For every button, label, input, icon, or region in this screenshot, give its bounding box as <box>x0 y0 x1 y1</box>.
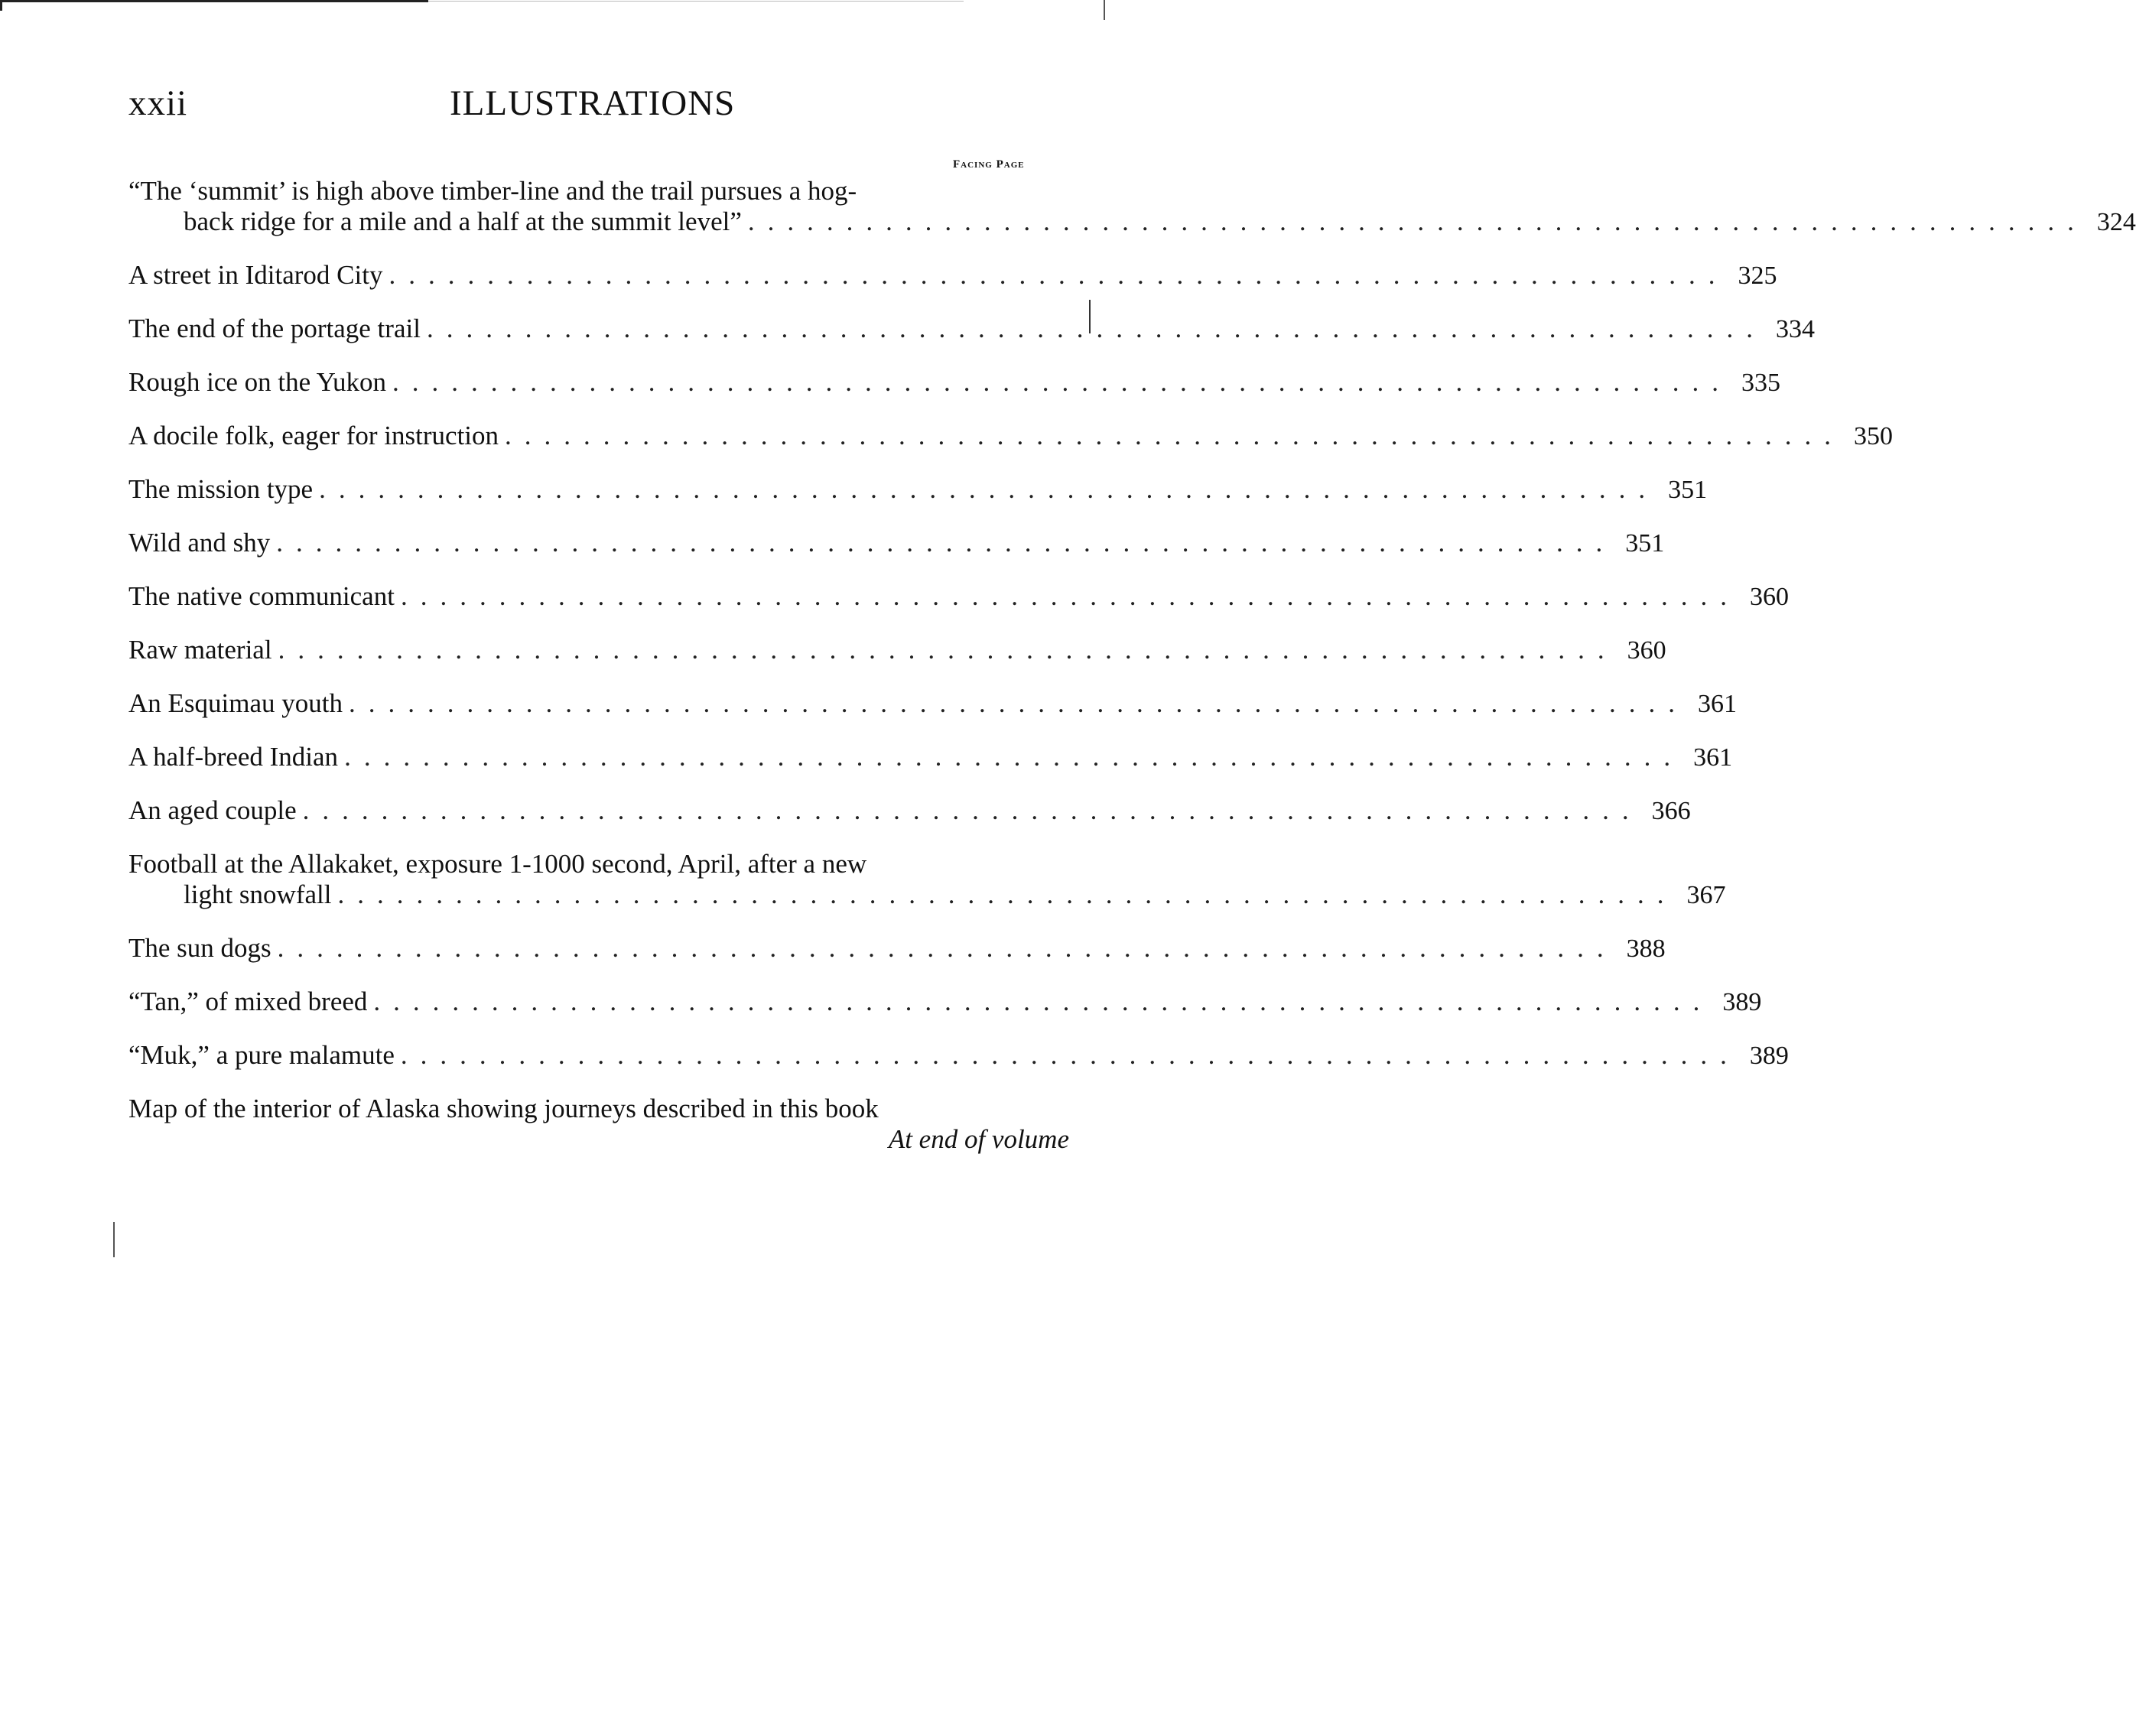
entry-title: An aged couple <box>128 795 297 825</box>
entry-line <box>128 581 1789 613</box>
running-head: ILLUSTRATIONS <box>450 83 736 123</box>
entry-line <box>128 314 1815 345</box>
corner-mark <box>0 0 2 11</box>
entry-page: 366 <box>1651 797 1691 825</box>
list-item <box>128 581 1789 613</box>
entry-line <box>128 795 1691 827</box>
page-number: xxii <box>128 83 188 123</box>
entry-page: 367 <box>1686 881 1726 909</box>
entry-title: Raw material <box>128 635 272 665</box>
entry-page: 351 <box>1625 529 1665 558</box>
dot-leader: .................................................................... <box>389 260 1728 290</box>
list-item <box>128 421 1894 452</box>
entry-page: 389 <box>1749 1042 1789 1070</box>
dot-leader: .................................................................... <box>278 635 1617 665</box>
entry-line <box>128 206 2136 238</box>
dot-leader: .................................................................... <box>392 367 1731 397</box>
entry-title: A half-breed Indian <box>128 742 339 772</box>
entry-page: 351 <box>1668 476 1708 504</box>
map-entry-title: Map of the interior of Alaska showing journeys described in this book <box>128 1094 879 1123</box>
facing-page-label: Facing Page <box>953 158 1025 171</box>
entry-title: The sun dogs <box>128 933 271 963</box>
list-item <box>128 1040 1789 1071</box>
dot-leader: .................................................................... <box>277 933 1617 963</box>
entry-line <box>128 742 1733 773</box>
entry-page: 360 <box>1627 636 1666 665</box>
entry-page: 350 <box>1854 422 1894 450</box>
entry-title: A street in Iditarod City <box>128 260 383 290</box>
map-entry <box>128 1094 1069 1155</box>
edge-mark <box>1104 0 1105 20</box>
entry-title: back ridge for a mile and a half at the summit level” <box>184 206 742 236</box>
entry-line <box>128 528 1665 559</box>
list-item <box>128 528 1665 559</box>
top-border-faint <box>428 1 964 2</box>
list-item <box>128 742 1733 773</box>
entry-line <box>128 849 1069 879</box>
entry-line <box>128 1040 1789 1071</box>
entry-page: 388 <box>1626 935 1666 963</box>
entry-page: 334 <box>1775 315 1815 343</box>
entry-title: The mission type <box>128 474 314 504</box>
entry-page: 335 <box>1741 369 1780 397</box>
list-item <box>128 314 1815 345</box>
margin-mark <box>113 1222 115 1257</box>
entry-line <box>128 688 1737 720</box>
dot-leader: .................................................................... <box>348 688 1688 718</box>
entry-title: An Esquimau youth <box>128 688 343 718</box>
list-item <box>128 688 1737 720</box>
entry-page: 361 <box>1697 690 1737 718</box>
entry-title: Wild and shy <box>128 528 271 558</box>
dot-leader: .................................................................... <box>747 206 2087 236</box>
dot-leader: .................................................................... <box>505 421 1845 450</box>
list-item <box>128 987 1762 1018</box>
list-item <box>128 849 1726 911</box>
entry-page: 389 <box>1722 988 1762 1016</box>
dot-leader: .................................................................... <box>426 314 1766 343</box>
entry-line <box>128 260 1777 291</box>
entry-title: Rough ice on the Yukon <box>128 367 386 397</box>
list-item <box>128 795 1691 827</box>
entry-line <box>128 474 1708 506</box>
list-item <box>128 367 1780 398</box>
entry-page: 361 <box>1693 743 1733 772</box>
entry-title: light snowfall <box>184 879 332 909</box>
entry-title: “Muk,” a pure malamute <box>128 1040 395 1070</box>
list-item <box>128 260 1777 291</box>
dot-leader: .................................................................... <box>337 879 1677 909</box>
entry-title: “Tan,” of mixed breed <box>128 987 368 1016</box>
list-item <box>128 933 1666 964</box>
illustrations-list <box>128 176 2136 1155</box>
dot-leader: .................................................................... <box>276 528 1616 558</box>
entry-title: A docile folk, eager for instruction <box>128 421 499 450</box>
entry-title: The native communicant <box>128 581 395 611</box>
entry-line <box>128 421 1894 452</box>
list-item <box>128 176 2136 238</box>
dot-leader: .................................................................... <box>302 795 1642 825</box>
entry-line <box>128 176 1069 206</box>
dot-leader: .................................................................... <box>400 1040 1740 1070</box>
entry-title: Football at the Allakaket, exposure 1-1000 second, April, after a new <box>128 849 867 879</box>
dot-leader: .................................................................... <box>373 987 1713 1016</box>
top-border-rule <box>0 0 428 2</box>
entry-page: 324 <box>2096 208 2136 236</box>
entry-page: 325 <box>1738 262 1777 290</box>
list-item <box>128 635 1666 666</box>
dot-leader: .................................................................... <box>344 742 1684 772</box>
entry-line <box>128 635 1666 666</box>
entry-page: 360 <box>1749 583 1789 611</box>
entry-line <box>128 987 1762 1018</box>
list-item <box>128 474 1708 506</box>
entry-line <box>128 933 1666 964</box>
dot-leader: .................................................................... <box>400 581 1740 611</box>
entry-line <box>128 879 1726 911</box>
dot-leader: .................................................................... <box>319 474 1659 504</box>
entry-title: The end of the portage trail <box>128 314 421 343</box>
entry-title: “The ‘summit’ is high above timber-line and the trail pursues a hog- <box>128 176 857 206</box>
entry-line <box>128 367 1780 398</box>
map-entry-location: At end of volume <box>888 1124 1069 1154</box>
